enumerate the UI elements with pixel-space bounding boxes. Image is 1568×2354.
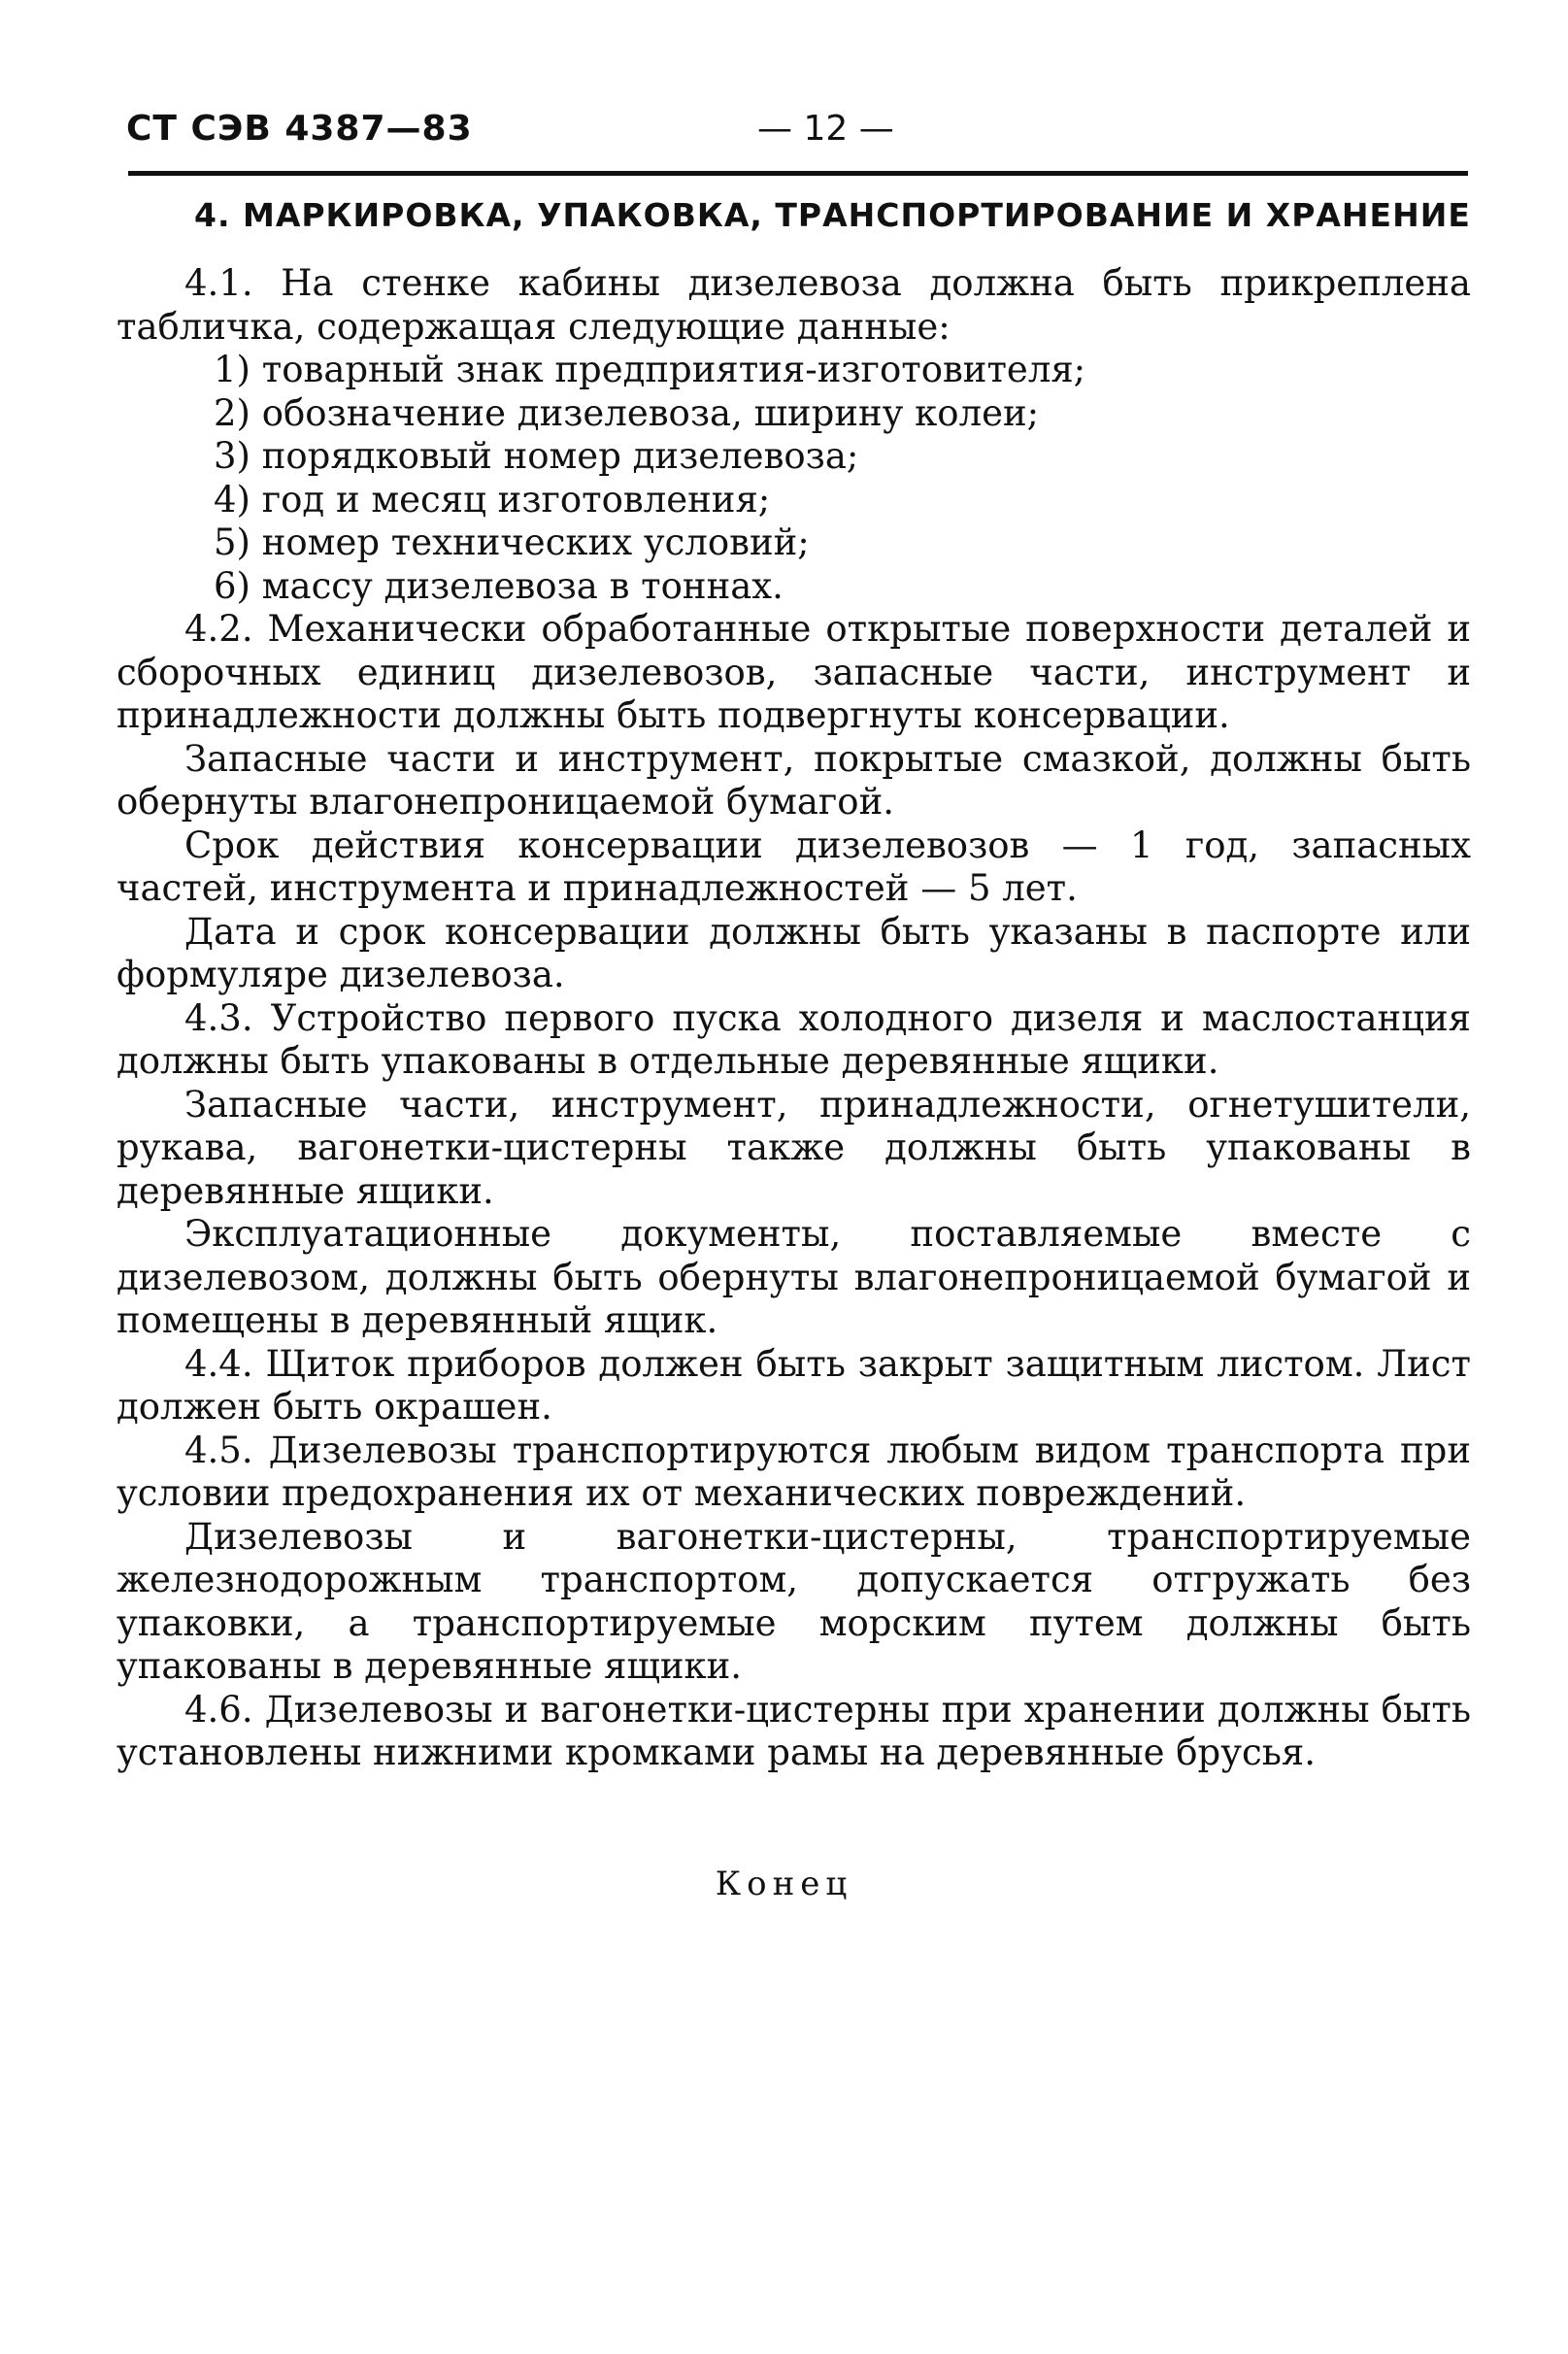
paragraph: Дизелевозы и вагонетки-цистерны, транспортируемые железнодорожным транспортом, допускается отгружать без упаковки, а транспортируемые морским путем должны быть упакованы в деревянные ящики.	[117, 1515, 1471, 1687]
paragraph: Запасные части, инструмент, принадлежности, огнетушители, рукава, вагонетки-цистерны также должны быть упакованы в деревянные ящики.	[117, 1083, 1471, 1212]
paragraph-4-3: 4.3. Устройство первого пуска холодного дизеля и маслостанция должны быть упакованы в отдельные деревянные ящики.	[117, 996, 1471, 1082]
paragraph-4-5: 4.5. Дизелевозы транспортируются любым видом транспорта при условии предохранения их от механических повреждений.	[117, 1429, 1471, 1514]
list-item: 2) обозначение дизелевоза, ширину колеи;	[214, 391, 1040, 434]
paragraph-4-1: 4.1. На стенке кабины дизелевоза должна быть прикреплена табличка, содержащая следующие данные:	[117, 262, 1471, 348]
header-rule	[128, 171, 1468, 176]
paragraph: Срок действия консервации дизелевозов — 1 год, запасных частей, инструмента и принадлежностей — 5 лет.	[117, 824, 1471, 909]
section-body	[117, 262, 1471, 1775]
list-item: 1) товарный знак предприятия-изготовителя;	[214, 349, 1086, 390]
list-item: 6) массу дизелевоза в тоннах.	[214, 564, 784, 607]
page-header	[126, 109, 1476, 157]
paragraph: Дата и срок консервации должны быть указаны в паспорте или формуляре дизелевоза.	[117, 910, 1471, 995]
paragraph-4-2: 4.2. Механически обработанные открытые поверхности деталей и сборочных единиц дизелевозов, запасные части, инструмент и принадлежности должны быть подвергнуты консервации.	[117, 608, 1471, 736]
page-number: — 12 —	[757, 109, 894, 149]
paragraph: Запасные части и инструмент, покрытые смазкой, должны быть обернуты влагонепроницаемой бумагой.	[117, 737, 1471, 823]
section-title: 4. МАРКИРОВКА, УПАКОВКА, ТРАНСПОРТИРОВАНИЕ И ХРАНЕНИЕ	[194, 196, 1471, 234]
paragraph-4-4: 4.4. Щиток приборов должен быть закрыт защитным листом. Лист должен быть окрашен.	[117, 1342, 1471, 1428]
list-item: 3) порядковый номер дизелевоза;	[214, 435, 859, 477]
list-item: 5) номер технических условий;	[214, 521, 810, 563]
paragraph-4-6: 4.6. Дизелевозы и вагонетки-цистерны при хранении должны быть установлены нижними кромками рамы на деревянные брусья.	[117, 1688, 1471, 1773]
paragraph: Эксплуатационные документы, поставляемые вместе с дизелевозом, должны быть обернуты влагонепроницаемой бумагой и помещены в деревянный ящик.	[117, 1213, 1471, 1341]
document-end-mark: Конец	[715, 1865, 853, 1903]
standard-code: СТ СЭВ 4387—83	[126, 109, 473, 149]
list-item: 4) год и месяц изготовления;	[214, 478, 771, 521]
